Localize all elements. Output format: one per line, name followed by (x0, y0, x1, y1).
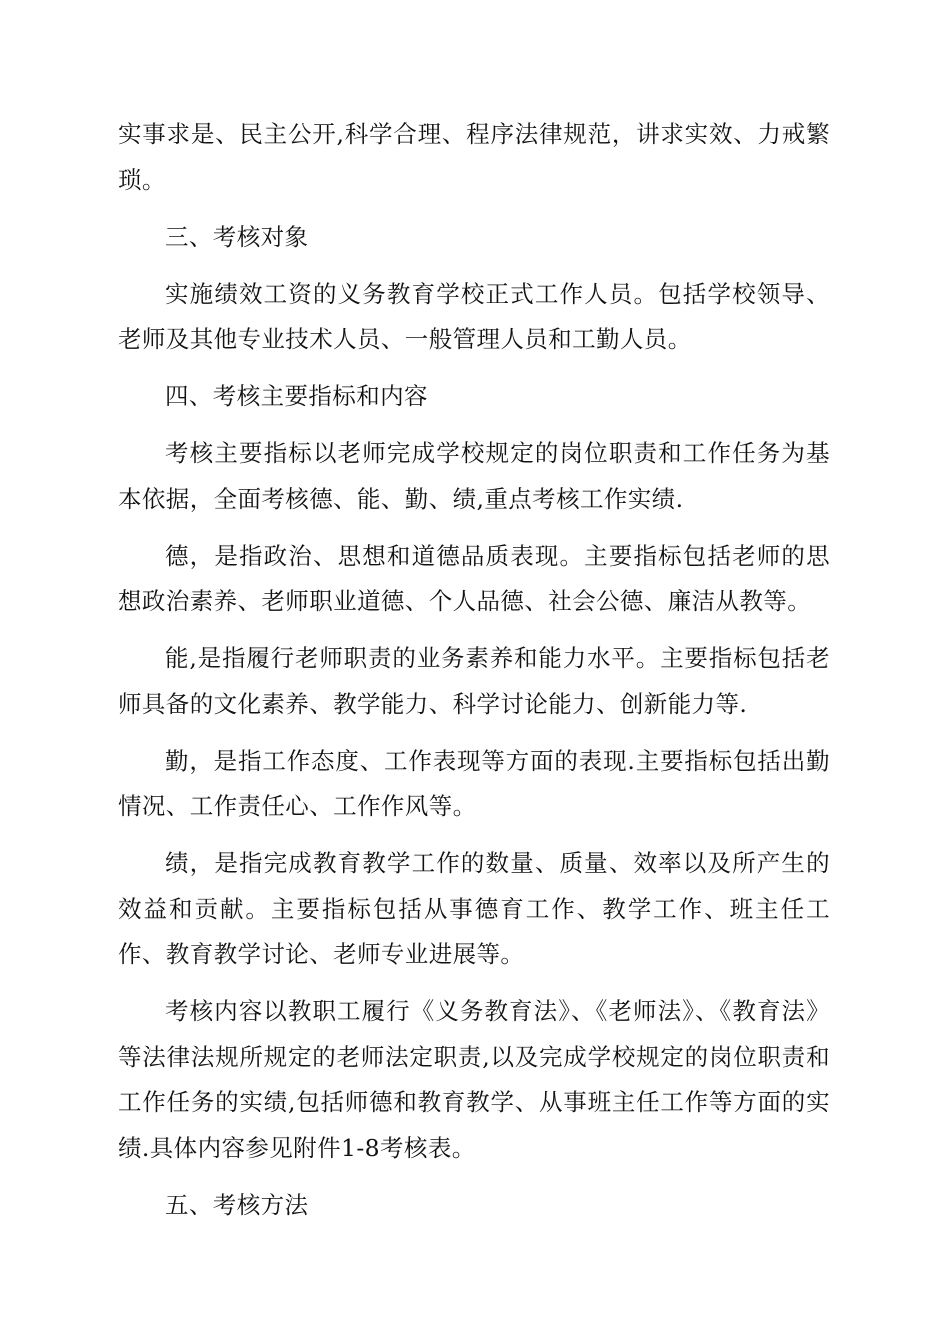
paragraph-neng-ability: 能,是指履行老师职责的业务素养和能力水平。主要指标包括老师具备的文化素养、教学能力、科学讨论能力、创新能力等. (118, 644, 830, 718)
section-heading-indicators-content: 四、考核主要指标和内容 (165, 382, 428, 410)
paragraph-de-morality: 德，是指政治、思想和道德品质表现。主要指标包括老师的思想政治素养、老师职业道德、个人品德、社会公德、廉洁从教等。 (118, 541, 830, 615)
paragraph-ji-performance: 绩，是指完成教育教学工作的数量、质量、效率以及所产生的效益和贡献。主要指标包括从事德育工作、教学工作、班主任工作、教育教学讨论、老师专业进展等。 (118, 849, 830, 968)
paragraph-main-indicators: 考核主要指标以老师完成学校规定的岗位职责和工作任务为基本依据，全面考核德、能、勤、绩,重点考核工作实绩. (118, 439, 830, 513)
paragraph-assessment-content: 考核内容以教职工履行《义务教育法》、《老师法》、《教育法》等法律法规所规定的老师法定职责,以及完成学校规定的岗位职责和工作任务的实绩,包括师德和教育教学、从事班主任工作等方面的实绩.具体内容参见附件1-8考核表。 (118, 997, 830, 1162)
document-page (118, 112, 830, 1228)
section-heading-assessment-methods: 五、考核方法 (165, 1190, 309, 1219)
paragraph-qin-diligence: 勤，是指工作态度、工作表现等方面的表现.主要指标包括出勤情况、工作责任心、工作作风等。 (118, 746, 830, 820)
paragraph-assessment-targets: 实施绩效工资的义务教育学校正式工作人员。包括学校领导、老师及其他专业技术人员、一般管理人员和工勤人员。 (118, 279, 830, 353)
section-heading-assessment-targets: 三、考核对象 (165, 222, 309, 251)
paragraph-continued-principles: 实事求是、民主公开,科学合理、程序法律规范，讲求实效、力戒繁琐。 (118, 120, 830, 194)
